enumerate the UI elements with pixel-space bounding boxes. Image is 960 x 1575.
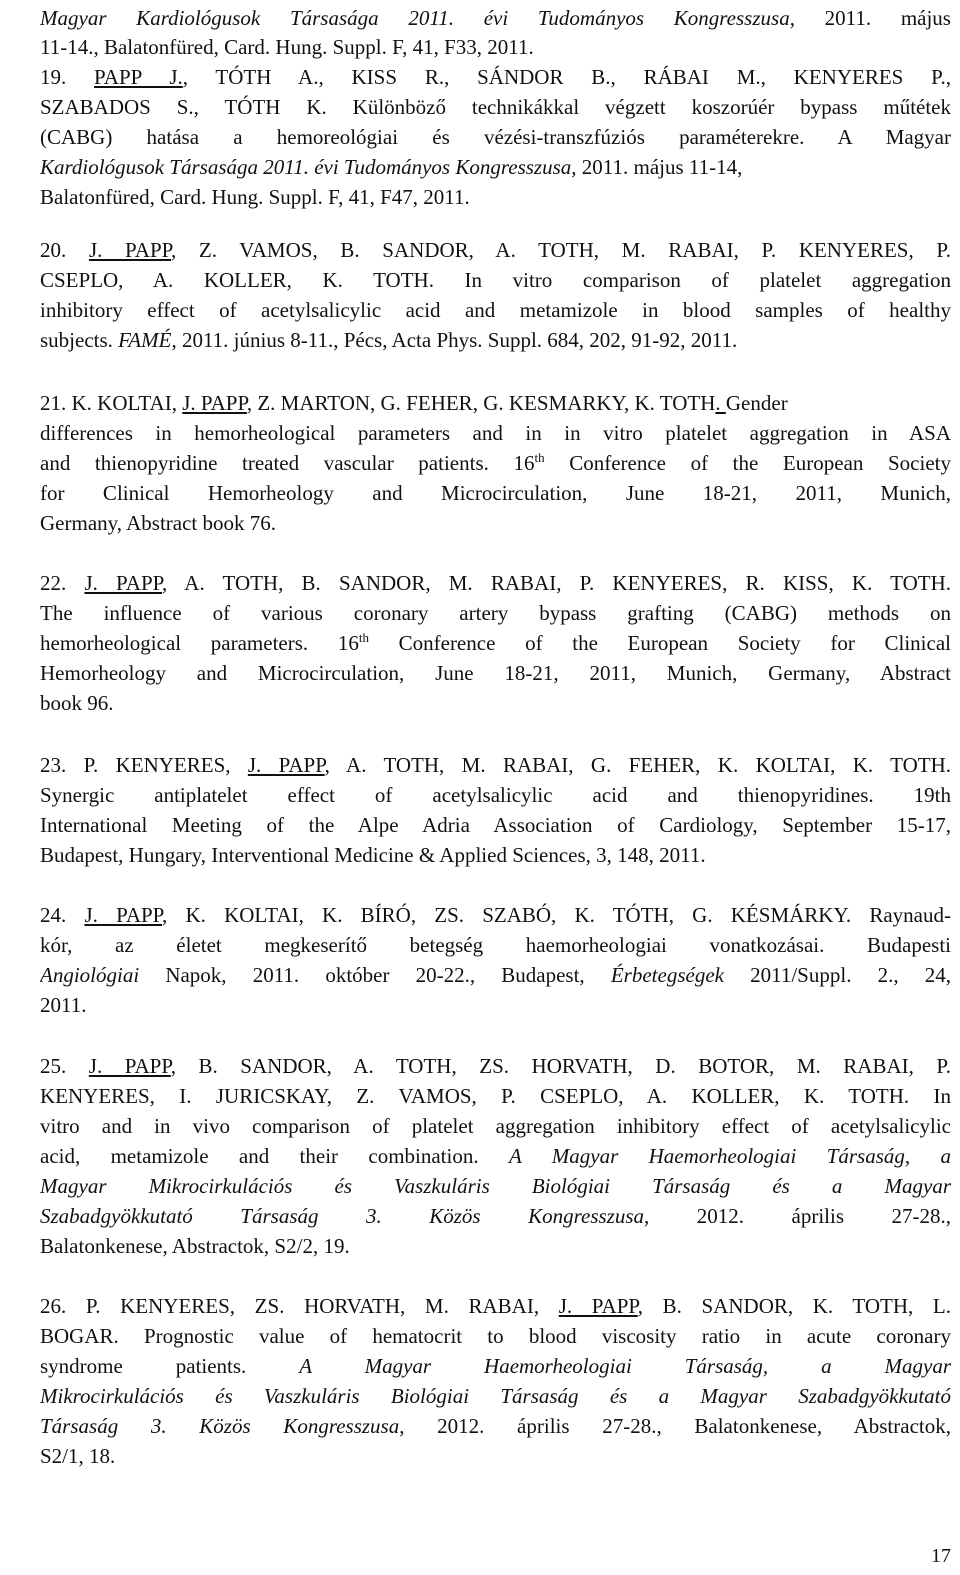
text-line <box>40 32 951 62</box>
text-segment: (CABG) hatása a hemoreológiai és vézési-transzfúziós paraméterekre. A Magyar <box>40 125 951 149</box>
text-line <box>40 1051 951 1081</box>
text-segment: 20. <box>40 238 89 262</box>
text-line <box>40 388 951 418</box>
text-segment: , 2012. április 27-28., Balatonkenese, Abstractok, <box>399 1414 951 1438</box>
text-segment: 2011. <box>40 993 87 1017</box>
text-segment: Conference of the European Society <box>544 451 951 475</box>
text-line <box>40 628 951 658</box>
text-segment: Balatonkenese, Abstractok, S2/2, 19. <box>40 1234 350 1258</box>
superscript-text: th <box>358 630 369 645</box>
text-segment: syndrome patients. <box>40 1354 300 1378</box>
text-segment: KENYERES, I. JURICSKAY, Z. VAMOS, P. CSEPLO, A. KOLLER, K. TOTH. In <box>40 1084 951 1108</box>
text-segment: Germany, Abstract book 76. <box>40 511 277 535</box>
text-segment: 2011/Suppl. 2., 24, <box>723 963 951 987</box>
text-segment: , B. SANDOR, A. TOTH, ZS. HORVATH, D. BOTOR, M. RABAI, P. <box>170 1054 951 1078</box>
italic-text: A Magyar Haemorheologiai Társaság, a Magyar <box>299 1354 951 1378</box>
text-line <box>40 1321 951 1351</box>
text-segment: 24. <box>40 903 85 927</box>
text-line <box>40 810 951 840</box>
text-line <box>40 658 951 688</box>
text-line <box>40 418 951 448</box>
text-line <box>40 325 951 355</box>
underlined-author-name: J. PAPP <box>84 903 163 927</box>
italic-text: Kardiológusok Társasága 2011. évi Tudományos Kongresszusa <box>40 155 572 179</box>
text-line <box>40 265 951 295</box>
text-segment: , Z. MARTON, G. FEHER, G. KESMARKY, K. TOTH <box>246 391 716 415</box>
text-line <box>40 478 951 508</box>
italic-text: Magyar Mikrocirkulációs és Vaszkuláris Biológiai Társaság és a Magyar <box>40 1174 951 1198</box>
italic-text: Magyar Kardiológusok Társasága 2011. évi Tudományos Kongresszusa <box>40 6 790 30</box>
text-segment: Gender <box>725 391 788 415</box>
text-segment: 11-14., Balatonfüred, Card. Hung. Suppl. F, 41, F33, 2011. <box>40 35 534 59</box>
underlined-author-name: . <box>715 391 726 415</box>
text-segment: for Clinical Hemorheology and Microcirculation, June 18-21, 2011, Munich, <box>40 481 951 505</box>
text-line <box>40 1081 951 1111</box>
text-segment: , B. SANDOR, K. TOTH, L. <box>637 1294 951 1318</box>
text-segment: 23. P. KENYERES, <box>40 753 248 777</box>
text-line <box>40 1441 951 1471</box>
text-segment: 21. K. KOLTAI, <box>40 391 183 415</box>
underlined-author-name: J. PAPP <box>558 1294 638 1318</box>
italic-text: A Magyar Haemorheologiai Társaság, a <box>508 1144 951 1168</box>
text-line <box>40 1231 951 1261</box>
text-segment: 22. <box>40 571 85 595</box>
text-line <box>40 62 951 92</box>
text-segment: and thienopyridine treated vascular patients. 16 <box>40 451 535 475</box>
text-line <box>40 598 951 628</box>
text-line <box>40 122 951 152</box>
text-line <box>40 1141 951 1171</box>
text-segment: , 2011. május <box>789 6 951 30</box>
page-number: 17 <box>931 1545 951 1567</box>
text-line <box>40 1111 951 1141</box>
text-line <box>40 1291 951 1321</box>
underlined-author-name: J. PAPP <box>182 391 247 415</box>
text-segment: Budapest, Hungary, Interventional Medicine & Applied Sciences, 3, 148, 2011. <box>40 843 706 867</box>
text-segment: , K. KOLTAI, K. BÍRÓ, ZS. SZABÓ, K. TÓTH, G. KÉSMÁRKY. Raynaud- <box>162 903 951 927</box>
text-line <box>40 960 951 990</box>
text-line <box>40 92 951 122</box>
text-segment: , 2012. április 27-28., <box>644 1204 951 1228</box>
text-line <box>40 750 951 780</box>
text-segment: differences in hemorheological parameters and in in vitro platelet aggregation in ASA <box>40 421 951 445</box>
text-line <box>40 900 951 930</box>
text-line <box>40 3 951 33</box>
underlined-author-name: PAPP J. <box>94 65 183 89</box>
text-line <box>40 182 951 212</box>
text-line <box>40 780 951 810</box>
underlined-author-name: J. PAPP <box>88 238 171 262</box>
text-segment: , 2011. június 8-11., Pécs, Acta Phys. Suppl. 684, 202, 91-92, 2011. <box>171 328 738 352</box>
text-segment: , TÓTH A., KISS R., SÁNDOR B., RÁBAI M., KENYERES P., <box>182 65 951 89</box>
text-line <box>40 1201 951 1231</box>
text-line <box>40 448 951 478</box>
text-segment: Synergic antiplatelet effect of acetylsalicylic acid and thienopyridines. 19th <box>40 783 951 807</box>
text-segment: , A. TOTH, B. SANDOR, M. RABAI, P. KENYERES, R. KISS, K. TOTH. <box>162 571 951 595</box>
text-segment: kór, az életet megkeserítő betegség haemorheologiai vonatkozásai. Budapesti <box>40 933 951 957</box>
italic-text: FAMÉ <box>118 328 172 352</box>
text-segment: subjects. <box>40 328 119 352</box>
italic-text: Angiológiai <box>40 963 140 987</box>
superscript-text: th <box>534 450 545 465</box>
italic-text: Mikrocirkulációs és Vaszkuláris Biológiai Társaság és a Magyar Szabadgyökkutató <box>40 1384 951 1408</box>
text-line <box>40 990 951 1020</box>
text-segment: CSEPLO, A. KOLLER, K. TOTH. In vitro comparison of platelet aggregation <box>40 268 951 292</box>
text-segment: , Z. VAMOS, B. SANDOR, A. TOTH, M. RABAI, P. KENYERES, P. <box>171 238 951 262</box>
text-line <box>40 840 951 870</box>
text-line <box>40 235 951 265</box>
text-segment: 26. P. KENYERES, ZS. HORVATH, M. RABAI, <box>40 1294 559 1318</box>
text-segment: inhibitory effect of acetylsalicylic acid and metamizole in blood samples of healthy <box>40 298 951 322</box>
text-line <box>40 1411 951 1441</box>
text-segment: Balatonfüred, Card. Hung. Suppl. F, 41, F47, 2011. <box>40 185 470 209</box>
text-segment: 19. <box>40 65 95 89</box>
underlined-author-name: J. PAPP <box>84 571 162 595</box>
text-segment: book 96. <box>40 691 114 715</box>
text-segment: International Meeting of the Alpe Adria Association of Cardiology, September 15-17, <box>40 813 951 837</box>
text-segment: 25. <box>40 1054 89 1078</box>
text-segment: Napok, 2011. október 20-22., Budapest, <box>139 963 611 987</box>
text-line <box>40 568 951 598</box>
text-segment: The influence of various coronary artery bypass grafting (CABG) methods on <box>40 601 951 625</box>
italic-text: Szabadgyökkutató Társaság 3. Közös Kongresszusa <box>40 1204 645 1228</box>
text-line <box>40 688 951 718</box>
text-segment: BOGAR. Prognostic value of hematocrit to blood viscosity ratio in acute coronary <box>40 1324 951 1348</box>
text-line <box>40 295 951 325</box>
text-segment: S2/1, 18. <box>40 1444 116 1468</box>
text-segment: Conference of the European Society for Clinical <box>368 631 951 655</box>
text-segment: SZABADOS S., TÓTH K. Különböző technikákkal végzett koszorúér bypass műtétek <box>40 95 951 119</box>
text-segment: vitro and in vivo comparison of platelet aggregation inhibitory effect of acetylsalicylic <box>40 1114 951 1138</box>
text-segment: acid, metamizole and their combination. <box>40 1144 509 1168</box>
text-line <box>40 1381 951 1411</box>
underlined-author-name: J. PAPP <box>88 1054 171 1078</box>
text-segment: hemorheological parameters. 16 <box>40 631 359 655</box>
text-segment: , A. TOTH, M. RABAI, G. FEHER, K. KOLTAI, K. TOTH. <box>324 753 951 777</box>
text-line <box>40 1351 951 1381</box>
underlined-author-name: J. PAPP <box>247 753 325 777</box>
text-segment: , 2011. május 11-14, <box>571 155 743 179</box>
text-segment: Hemorheology and Microcirculation, June 18-21, 2011, Munich, Germany, Abstract <box>40 661 951 685</box>
italic-text: Társaság 3. Közös Kongresszusa <box>40 1414 400 1438</box>
text-line <box>40 1171 951 1201</box>
text-line <box>40 508 951 538</box>
italic-text: Érbetegségek <box>610 963 724 987</box>
text-line <box>40 930 951 960</box>
text-line <box>40 152 951 182</box>
